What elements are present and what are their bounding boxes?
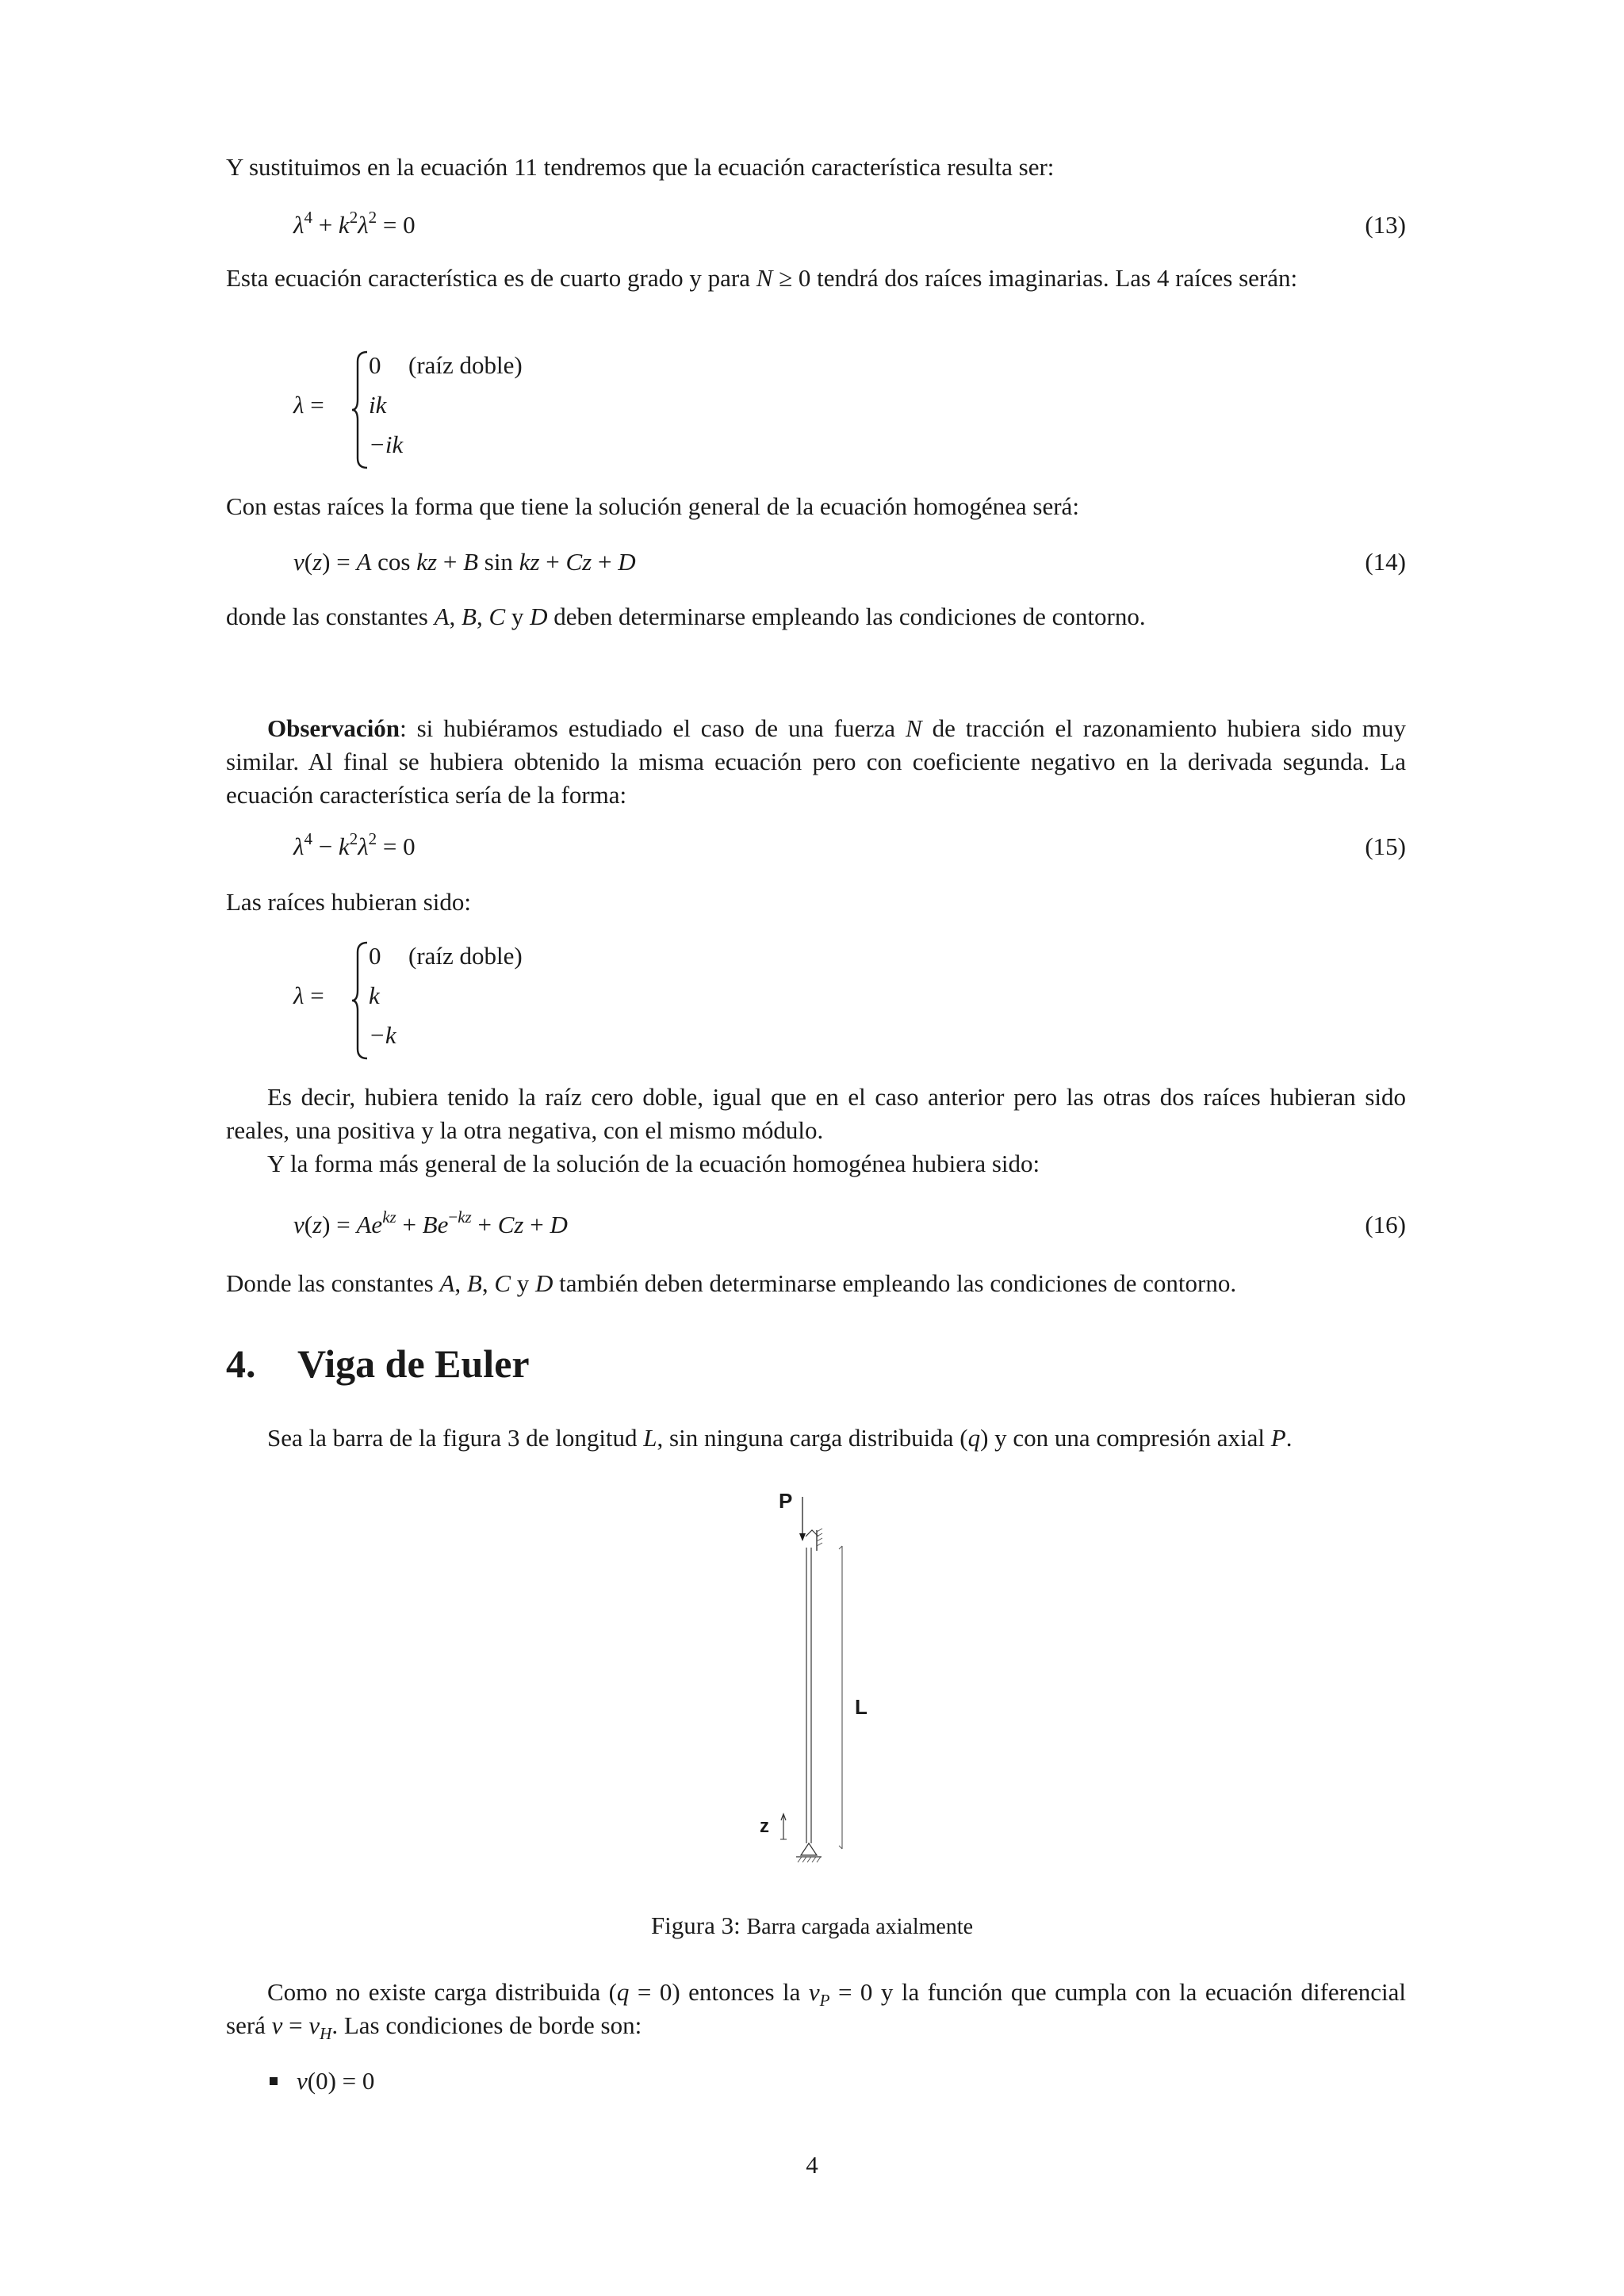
equation-number-16: (16) [1365, 1211, 1406, 1238]
equation-number-15: (15) [1365, 832, 1406, 860]
text-part: ) y con una compresión axial [980, 1424, 1271, 1452]
root-1-note: (raíz doble) [408, 351, 523, 379]
text-part: y la función que cumpla con la ecuación diferencial será [226, 1978, 1406, 2039]
figure-label-l: L [855, 1695, 868, 1719]
paragraph-boundary-conditions: Como no existe carga distribuida (q = 0) entonces la $v_P = 0$ y la función que cumpla con la ecuación diferencial será $v = v_H$. Las condiciones de borde son: [226, 1978, 1406, 2044]
text-part: : si hubiéramos estudiado el caso de una fuerza [400, 714, 906, 742]
paragraph-general-solution [226, 490, 1406, 523]
text-part: donde las constantes [226, 603, 435, 630]
paragraph-roots-intro [226, 886, 1406, 919]
bottom-pin-support-icon [801, 1843, 817, 1855]
equation-number-14: (14) [1365, 548, 1406, 576]
bullet-icon [270, 2077, 278, 2085]
figure-caption [0, 1909, 1624, 1944]
dim-tick-bottom [839, 1846, 842, 1849]
paragraph-bar-description: Sea la barra de la figura 3 de longitud L, sin ninguna carga distribuida (q) y con una compresión axial P. [267, 1424, 1293, 1452]
root-3: −k [369, 1021, 396, 1049]
text-part: tendrá dos raíces imaginarias. Las 4 raíces serán: [810, 264, 1298, 292]
roots-lhs: λ = [293, 391, 324, 419]
text-part: Con estas raíces la forma que tiene la solución general de la ecuación homogénea será: [226, 492, 1079, 520]
roots-lhs: λ = [293, 982, 324, 1009]
text-part: Y la forma más general de la solución de la ecuación homogénea hubiera sido: [267, 1150, 1040, 1177]
text-part: Las raíces hubieran sido: [226, 888, 472, 916]
paragraph-constants: donde las constantes A, B, C y D deben determinarse empleando las condiciones de contorno. [226, 603, 1146, 630]
left-brace-icon [350, 939, 370, 1062]
text-part: Donde las constantes [226, 1269, 440, 1297]
text-part: Sea la barra de la figura 3 de longitud [267, 1424, 644, 1452]
root-3: −ik [369, 430, 404, 458]
equation-14: v(z) = A cos kz + B sin kz + Cz + D [293, 548, 636, 576]
equation-13: $\lambda^4 + k^2\lambda^2 = 0$ [293, 207, 416, 239]
section-title: Viga de Euler [297, 1341, 530, 1386]
ground-hatch-icon [798, 1857, 821, 1862]
paragraph-characteristic: Esta ecuación característica es de cuarto grado y para N ≥ 0 tendrá dos raíces imaginarias. Las 4 raíces serán: [226, 264, 1298, 292]
paragraph-general-form [226, 1147, 1406, 1181]
figure-label-z: z [760, 1816, 769, 1837]
text-part: Es decir, hubiera tenido la raíz cero doble, igual que en el caso anterior pero las otras dos raíces hubieran sido reales, una positiva y la otra negativa, con el mismo módulo. [226, 1083, 1406, 1144]
caption-text: Barra cargada axialmente [746, 1915, 974, 1939]
text-part: Esta ecuación característica es de cuarto grado y para [226, 264, 756, 292]
text-part: deben determinarse empleando las condiciones de contorno. [547, 603, 1146, 630]
page-number: 4 [806, 2151, 818, 2179]
text-part: . Las condiciones de borde son: [331, 2011, 642, 2039]
text-part: Como no existe carga distribuida ( [267, 1978, 617, 2006]
text-part: de tracción el razonamiento hubiera sido muy similar. Al final se hubiera obtenido la misma ecuación pero con coeficiente negativo en la derivada segunda. La ecuación característica sería de la forma: [226, 714, 1406, 809]
text-part: también deben determinarse empleando las condiciones de contorno. [553, 1269, 1237, 1297]
root-2: k [369, 982, 380, 1009]
equation-number-13: (13) [1365, 211, 1406, 239]
observation-label: Observación [267, 714, 400, 742]
text-part: , sin ninguna carga distribuida ( [657, 1424, 968, 1452]
load-arrow-head-icon [799, 1533, 806, 1541]
figure-label-p: P [779, 1489, 793, 1513]
section-heading [226, 1340, 530, 1387]
caption-prefix: Figura 3: [650, 1911, 741, 1939]
paragraph-constants-2: Donde las constantes A, B, C y D también deben determinarse empleando las condiciones de contorno. [226, 1269, 1237, 1297]
equation-16: $v(z) = Ae^{kz} + Be^{-kz} + Cz + D$ [293, 1207, 568, 1238]
section-number: 4. [226, 1341, 256, 1386]
paragraph-real-roots [226, 1081, 1406, 1147]
list-item: v(0) = 0 [270, 2064, 374, 2098]
text-intro: Y sustituimos en la ecuación 11 tendremos que la ecuación característica resulta ser: [226, 153, 1055, 181]
top-support-hatch-icon [817, 1529, 822, 1546]
dim-tick-top [839, 1546, 842, 1549]
root-1: 0 [369, 942, 381, 970]
root-1: 0 [369, 351, 381, 379]
text-part: ) entonces la [672, 1978, 809, 2006]
paragraph-intro [226, 151, 1406, 184]
left-brace-icon [350, 349, 370, 471]
root-1-note: (raíz doble) [408, 942, 523, 970]
equation-15: $\lambda^4 - k^2\lambda^2 = 0$ [293, 828, 416, 860]
root-2: ik [369, 391, 387, 419]
paragraph-observation: Observación: si hubiéramos estudiado el caso de una fuerza N de tracción el razonamiento hubiera sido muy similar. Al final se hubiera obtenido la misma ecuación pero con coeficiente negativo en la derivada segunda. La ecuación característica sería de la forma: [226, 714, 1406, 809]
figure-axially-loaded-bar [745, 1483, 888, 1871]
